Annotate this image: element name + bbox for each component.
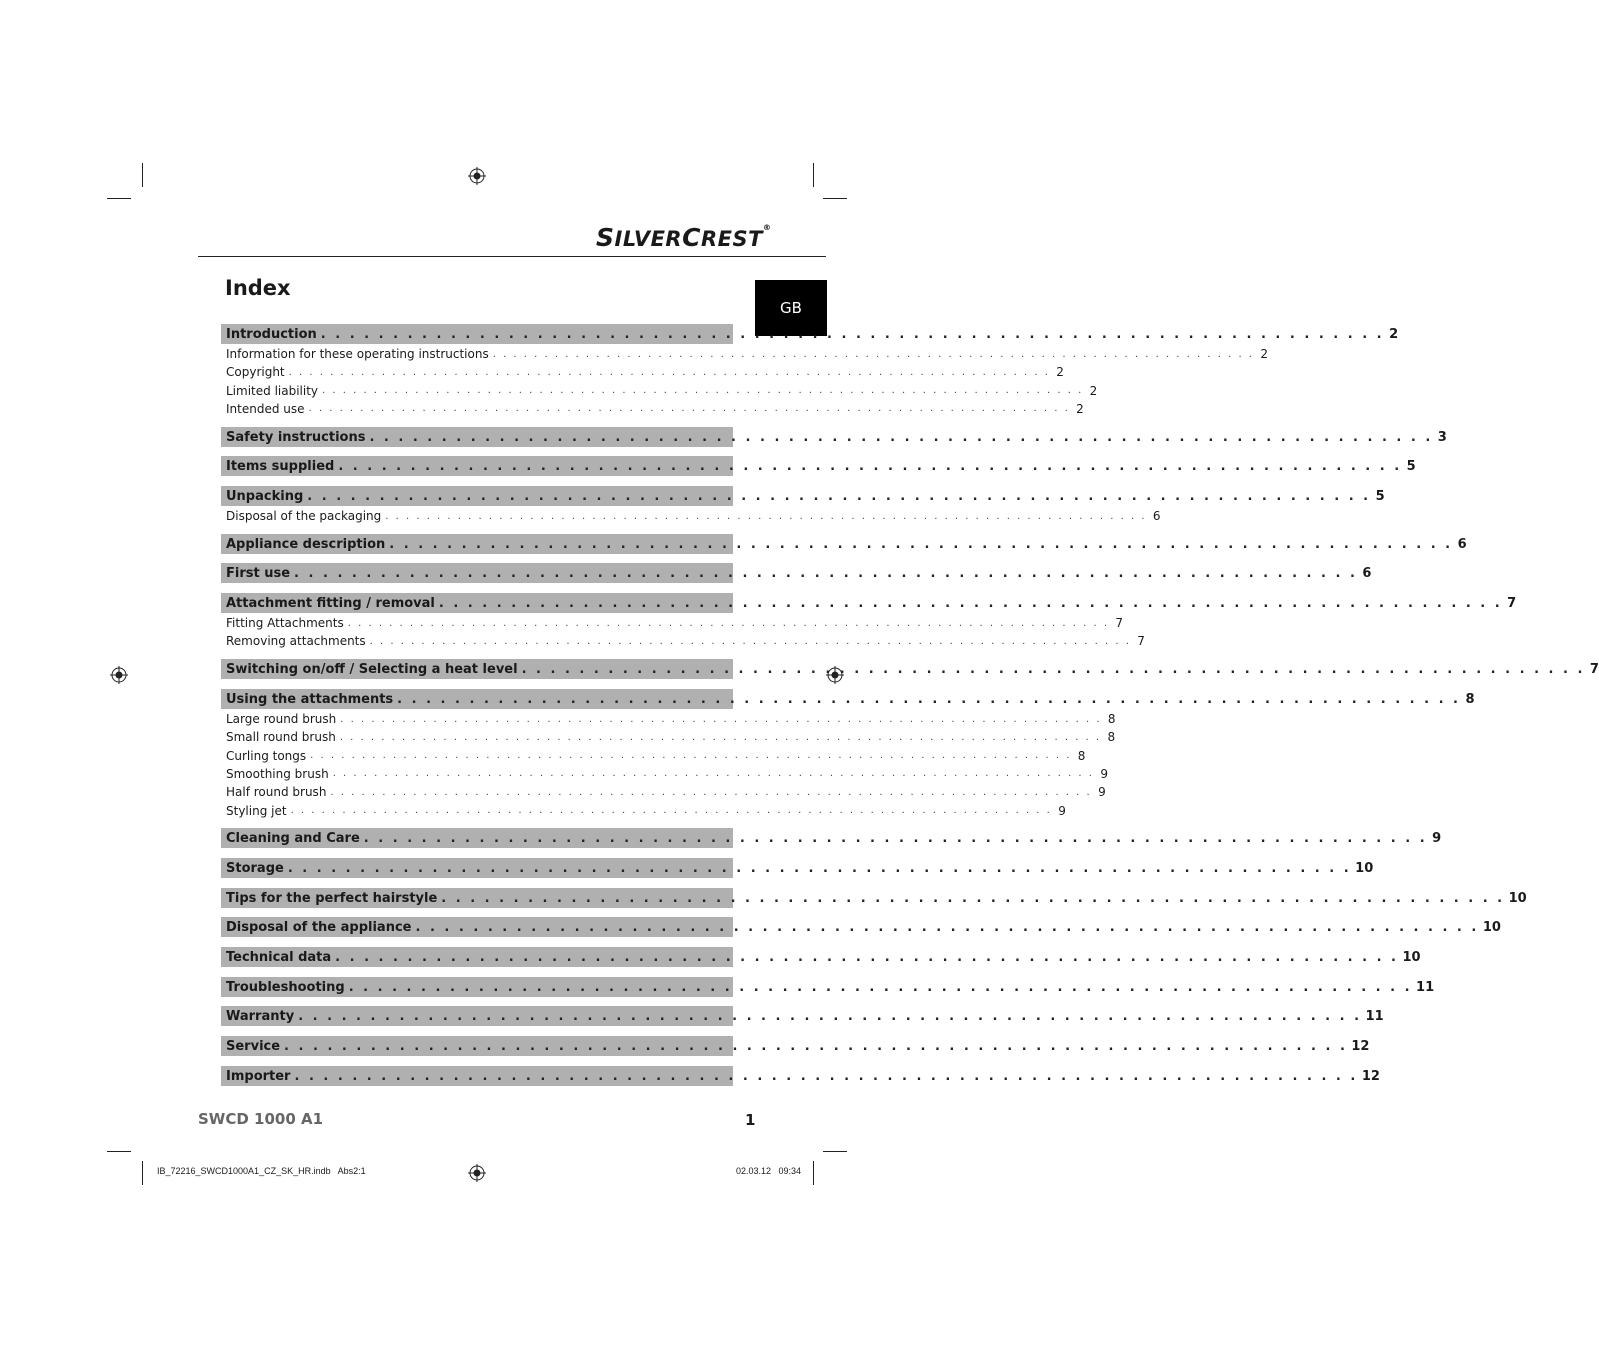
- dot-leader: . . . . . . . . . . . . . . . . . . . . . . . . . . . . . . . . . . . . . . . . . . . . . . . . . . . . . . . . . . . . . . . . . . . . . . . . . .: [338, 458, 1402, 474]
- page-title: Index: [225, 276, 291, 300]
- toc-section[interactable]: [221, 888, 1527, 908]
- toc-entry[interactable]: [221, 802, 1066, 820]
- toc-entry[interactable]: [221, 363, 1064, 381]
- dot-leader: . . . . . . . . . . . . . . . . . . . . . . . . . . . . . . . . . . . . . . . . . . . . . . . . . . . . . . . . . . . . . . . . . . . . . . . . . .: [441, 890, 1505, 906]
- toc-section-label: Cleaning and Care: [226, 830, 360, 846]
- toc-entry-page: 2: [1076, 401, 1084, 416]
- toc-section[interactable]: [221, 427, 1447, 447]
- toc-section-label: Technical data: [226, 949, 332, 965]
- toc-section-page: 6: [1362, 565, 1372, 581]
- toc-section[interactable]: [221, 689, 1475, 709]
- toc-section-page: 7: [1507, 595, 1517, 611]
- toc-entry-label: Small round brush: [226, 730, 336, 745]
- toc-section-page: 5: [1375, 488, 1385, 504]
- toc-section[interactable]: [221, 456, 1416, 476]
- crop-mark: [823, 198, 847, 199]
- dot-leader: . . . . . . . . . . . . . . . . . . . . . . . . . . . . . . . . . . . . . . . . . . . . . . . . . . . . . . . . . . . . . . . . . . . . . . . . . .: [348, 979, 1413, 995]
- registration-mark-icon: [110, 666, 128, 684]
- language-tab-label: GB: [780, 299, 802, 317]
- toc-section-page: 10: [1482, 919, 1501, 935]
- dot-leader: . . . . . . . . . . . . . . . . . . . . . . . . . . . . . . . . . . . . . . . . . . . . . . . . . . . . . . . . . . . . . . . . . . . . . . . . . .: [308, 403, 1070, 415]
- toc-entry-label: Large round brush: [226, 712, 337, 726]
- toc-entry[interactable]: [221, 783, 1106, 801]
- toc-entry-label: Half round brush: [226, 785, 327, 800]
- print-slug-file: IB_72216_SWCD1000A1_CZ_SK_HR.indb Abs2:1: [157, 1166, 366, 1176]
- dot-leader: . . . . . . . . . . . . . . . . . . . . . . . . . . . . . . . . . . . . . . . . . . . . . . . . . . . . . . . . . . . . . . . . . . . . . . . . . .: [397, 691, 1461, 707]
- dot-leader: . . . . . . . . . . . . . . . . . . . . . . . . . . . . . . . . . . . . . . . . . . . . . . . . . . . . . . . . . . . . . . . . . . . . . . . . . .: [284, 1038, 1348, 1054]
- toc-section-label: Safety instructions: [226, 429, 366, 445]
- toc-entry-page: 7: [1115, 616, 1124, 630]
- dot-leader: . . . . . . . . . . . . . . . . . . . . . . . . . . . . . . . . . . . . . . . . . . . . . . . . . . . . . . . . . . . . . . . . . . . . . . . . . .: [339, 731, 1102, 743]
- toc-entry[interactable]: [221, 728, 1116, 746]
- toc-entry-page: 2: [1056, 365, 1064, 380]
- toc-section-page: 10: [1355, 860, 1374, 876]
- toc-entry-page: 2: [1260, 347, 1268, 361]
- toc-section[interactable]: [221, 828, 1442, 848]
- dot-leader: . . . . . . . . . . . . . . . . . . . . . . . . . . . . . . . . . . . . . . . . . . . . . . . . . . . . . . . . . . . . . . . . . . . . . . . . . .: [288, 366, 1050, 378]
- toc-section-page: 9: [1432, 830, 1442, 846]
- toc-entry-label: Smoothing brush: [226, 766, 329, 781]
- dot-leader: . . . . . . . . . . . . . . . . . . . . . . . . . . . . . . . . . . . . . . . . . . . . . . . . . . . . . . . . . . . . . . . . . . . . . . . . . .: [307, 488, 1371, 504]
- toc-section[interactable]: [221, 917, 1501, 937]
- print-slug-date: 02.03.12 09:34: [736, 1166, 802, 1176]
- toc-section-page: 5: [1406, 458, 1416, 474]
- toc-section[interactable]: [221, 858, 1374, 878]
- dot-leader: . . . . . . . . . . . . . . . . . . . . . . . . . . . . . . . . . . . . . . . . . . . . . . . . . . . . . . . . . . . . . . . . . . . . . . . . . .: [347, 617, 1110, 629]
- toc-entry-label: Disposal of the packaging: [226, 509, 382, 523]
- crop-mark: [142, 1161, 143, 1185]
- toc-section-label: Items supplied: [226, 458, 335, 474]
- toc-section-label: Service: [226, 1038, 281, 1054]
- toc-entry-page: 8: [1077, 748, 1086, 763]
- toc-entry[interactable]: [221, 400, 1084, 418]
- toc-section-label: Tips for the perfect hairstyle: [226, 890, 438, 906]
- toc-section[interactable]: [221, 659, 1599, 679]
- dot-leader: . . . . . . . . . . . . . . . . . . . . . . . . . . . . . . . . . . . . . . . . . . . . . . . . . . . . . . . . . . . . . . . . . . . . . . . . . .: [340, 713, 1102, 725]
- toc-entry[interactable]: [221, 507, 1161, 525]
- dot-leader: . . . . . . . . . . . . . . . . . . . . . . . . . . . . . . . . . . . . . . . . . . . . . . . . . . . . . . . . . . . . . . . . . . . . . . . . . .: [335, 949, 1399, 965]
- toc-section-page: 3: [1437, 429, 1447, 445]
- toc-section-label: First use: [226, 565, 291, 581]
- toc-entry[interactable]: [221, 747, 1086, 765]
- dot-leader: . . . . . . . . . . . . . . . . . . . . . . . . . . . . . . . . . . . . . . . . . . . . . . . . . . . . . . . . . . . . . . . . . . . . . . . . . .: [322, 385, 1084, 397]
- dot-leader: . . . . . . . . . . . . . . . . . . . . . . . . . . . . . . . . . . . . . . . . . . . . . . . . . . . . . . . . . . . . . . . . . . . . . . . . . .: [287, 860, 1352, 876]
- toc-entry-label: Curling tongs: [226, 748, 307, 763]
- dot-leader: . . . . . . . . . . . . . . . . . . . . . . . . . . . . . . . . . . . . . . . . . . . . . . . . . . . . . . . . . . . . . . . . . . . . . . . . . .: [369, 635, 1131, 647]
- dot-leader: . . . . . . . . . . . . . . . . . . . . . . . . . . . . . . . . . . . . . . . . . . . . . . . . . . . . . . . . . . . . . . . . . . . . . . . . . .: [438, 595, 1503, 611]
- toc-section-label: Switching on/off / Selecting a heat level: [226, 661, 518, 677]
- header-rule: [198, 256, 826, 257]
- crop-mark: [813, 1161, 814, 1185]
- dot-leader: . . . . . . . . . . . . . . . . . . . . . . . . . . . . . . . . . . . . . . . . . . . . . . . . . . . . . . . . . . . . . . . . . . . . . . . . . .: [298, 1008, 1362, 1024]
- dot-leader: . . . . . . . . . . . . . . . . . . . . . . . . . . . . . . . . . . . . . . . . . . . . . . . . . . . . . . . . . . . . . . . . . . . . . . . . . .: [310, 750, 1072, 762]
- toc-entry-label: Fitting Attachments: [226, 616, 344, 630]
- toc-section-page: 2: [1389, 326, 1399, 342]
- crop-mark: [107, 198, 131, 199]
- page-number: 1: [745, 1111, 756, 1129]
- registration-mark-icon: [468, 167, 486, 185]
- toc-entry[interactable]: [221, 382, 1098, 400]
- toc-section-label: Storage: [226, 860, 284, 876]
- toc-section[interactable]: [221, 486, 1385, 506]
- dot-leader: . . . . . . . . . . . . . . . . . . . . . . . . . . . . . . . . . . . . . . . . . . . . . . . . . . . . . . . . . . . . . . . . . . . . . . . . . .: [294, 565, 1358, 581]
- toc-section-page: 11: [1416, 979, 1435, 995]
- toc-section-page: 10: [1402, 949, 1421, 965]
- dot-leader: . . . . . . . . . . . . . . . . . . . . . . . . . . . . . . . . . . . . . . . . . . . . . . . . . . . . . . . . . . . . . . . . . . . . . . . . . .: [332, 768, 1094, 780]
- toc-section-label: Attachment fitting / removal: [226, 595, 435, 611]
- toc-section-page: 12: [1351, 1038, 1370, 1054]
- toc-section[interactable]: [221, 977, 1435, 997]
- toc-entry-label: Copyright: [226, 365, 285, 380]
- toc-section[interactable]: [221, 1066, 1380, 1086]
- toc-entry[interactable]: [221, 614, 1124, 632]
- toc-entry-page: 2: [1089, 383, 1098, 398]
- dot-leader: . . . . . . . . . . . . . . . . . . . . . . . . . . . . . . . . . . . . . . . . . . . . . . . . . . . . . . . . . . . . . . . . . . . . . . . . . .: [363, 830, 1428, 846]
- toc-section-page: 7: [1589, 661, 1599, 677]
- toc-entry[interactable]: [221, 345, 1268, 363]
- toc-entry[interactable]: [221, 632, 1145, 650]
- toc-section-label: Using the attachments: [226, 691, 394, 707]
- toc-section-label: Troubleshooting: [226, 979, 345, 995]
- crop-mark: [142, 163, 143, 187]
- toc-section[interactable]: [221, 563, 1372, 583]
- toc-section[interactable]: [221, 1036, 1370, 1056]
- toc-section[interactable]: [221, 593, 1517, 613]
- toc-section[interactable]: [221, 534, 1467, 554]
- toc-entry-page: 7: [1137, 634, 1145, 649]
- crop-mark: [107, 1151, 131, 1152]
- dot-leader: . . . . . . . . . . . . . . . . . . . . . . . . . . . . . . . . . . . . . . . . . . . . . . . . . . . . . . . . . . . . . . . . . . . . . . . . . .: [330, 786, 1092, 798]
- dot-leader: . . . . . . . . . . . . . . . . . . . . . . . . . . . . . . . . . . . . . . . . . . . . . . . . . . . . . . . . . . . . . . . . . . . . . . . . . .: [290, 805, 1052, 816]
- toc-section-page: 11: [1365, 1008, 1384, 1024]
- toc-entry[interactable]: [221, 710, 1116, 728]
- toc-section-label: Warranty: [226, 1008, 295, 1024]
- toc-entry-label: Styling jet: [226, 803, 287, 818]
- toc-section[interactable]: [221, 947, 1421, 967]
- toc-entry-page: 9: [1058, 803, 1066, 818]
- toc-entry-label: Intended use: [226, 401, 305, 416]
- toc-entry-label: Information for these operating instructions: [226, 347, 489, 361]
- dot-leader: . . . . . . . . . . . . . . . . . . . . . . . . . . . . . . . . . . . . . . . . . . . . . . . . . . . . . . . . . . . . . . . . . . . . . . . . . .: [389, 536, 1453, 552]
- toc-entry-page: 9: [1098, 785, 1106, 800]
- crop-mark: [813, 163, 814, 187]
- toc-section[interactable]: [221, 1006, 1384, 1026]
- toc-entry-page: 9: [1100, 766, 1108, 781]
- toc-section-label: Appliance description: [226, 536, 386, 552]
- dot-leader: . . . . . . . . . . . . . . . . . . . . . . . . . . . . . . . . . . . . . . . . . . . . . . . . . . . . . . . . . . . . . . . . . . . . . . . . . .: [385, 510, 1147, 522]
- registration-mark-icon: [468, 1164, 486, 1182]
- dot-leader: . . . . . . . . . . . . . . . . . . . . . . . . . . . . . . . . . . . . . . . . . . . . . . . . . . . . . . . . . . . . . . . . . . . . . . . . . .: [294, 1068, 1358, 1084]
- brand-logo: SILVERCREST®: [596, 223, 772, 252]
- toc-entry-label: Limited liability: [226, 383, 319, 398]
- crop-mark: [823, 1151, 847, 1152]
- toc-entry[interactable]: [221, 765, 1108, 783]
- footer-model: SWCD 1000 A1: [198, 1110, 324, 1128]
- toc-entry-page: 8: [1107, 730, 1116, 745]
- dot-leader: . . . . . . . . . . . . . . . . . . . . . . . . . . . . . . . . . . . . . . . . . . . . . . . . . . . . . . . . . . . . . . . . . . . . . . . . . .: [492, 348, 1254, 360]
- toc-section[interactable]: [221, 324, 1399, 344]
- dot-leader: . . . . . . . . . . . . . . . . . . . . . . . . . . . . . . . . . . . . . . . . . . . . . . . . . . . . . . . . . . . . . . . . . . . . . . . . . .: [521, 661, 1585, 677]
- dot-leader: . . . . . . . . . . . . . . . . . . . . . . . . . . . . . . . . . . . . . . . . . . . . . . . . . . . . . . . . . . . . . . . . . . . . . . . . . .: [320, 326, 1385, 342]
- toc-entry-page: 8: [1107, 712, 1116, 726]
- toc-section-page: 6: [1457, 536, 1467, 552]
- dot-leader: . . . . . . . . . . . . . . . . . . . . . . . . . . . . . . . . . . . . . . . . . . . . . . . . . . . . . . . . . . . . . . . . . . . . . . . . . .: [369, 429, 1433, 445]
- toc-section-label: Disposal of the appliance: [226, 919, 412, 935]
- toc-section-label: Unpacking: [226, 488, 304, 504]
- toc-entry-label: Removing attachments: [226, 634, 366, 649]
- toc-section-page: 8: [1465, 691, 1475, 707]
- toc-section-page: 10: [1508, 890, 1527, 906]
- toc-section-label: Introduction: [226, 326, 317, 342]
- toc-section-label: Importer: [226, 1068, 291, 1084]
- dot-leader: . . . . . . . . . . . . . . . . . . . . . . . . . . . . . . . . . . . . . . . . . . . . . . . . . . . . . . . . . . . . . . . . . . . . . . . . . .: [415, 919, 1479, 935]
- toc-entry-page: 6: [1152, 509, 1161, 523]
- toc-section-page: 12: [1361, 1068, 1380, 1084]
